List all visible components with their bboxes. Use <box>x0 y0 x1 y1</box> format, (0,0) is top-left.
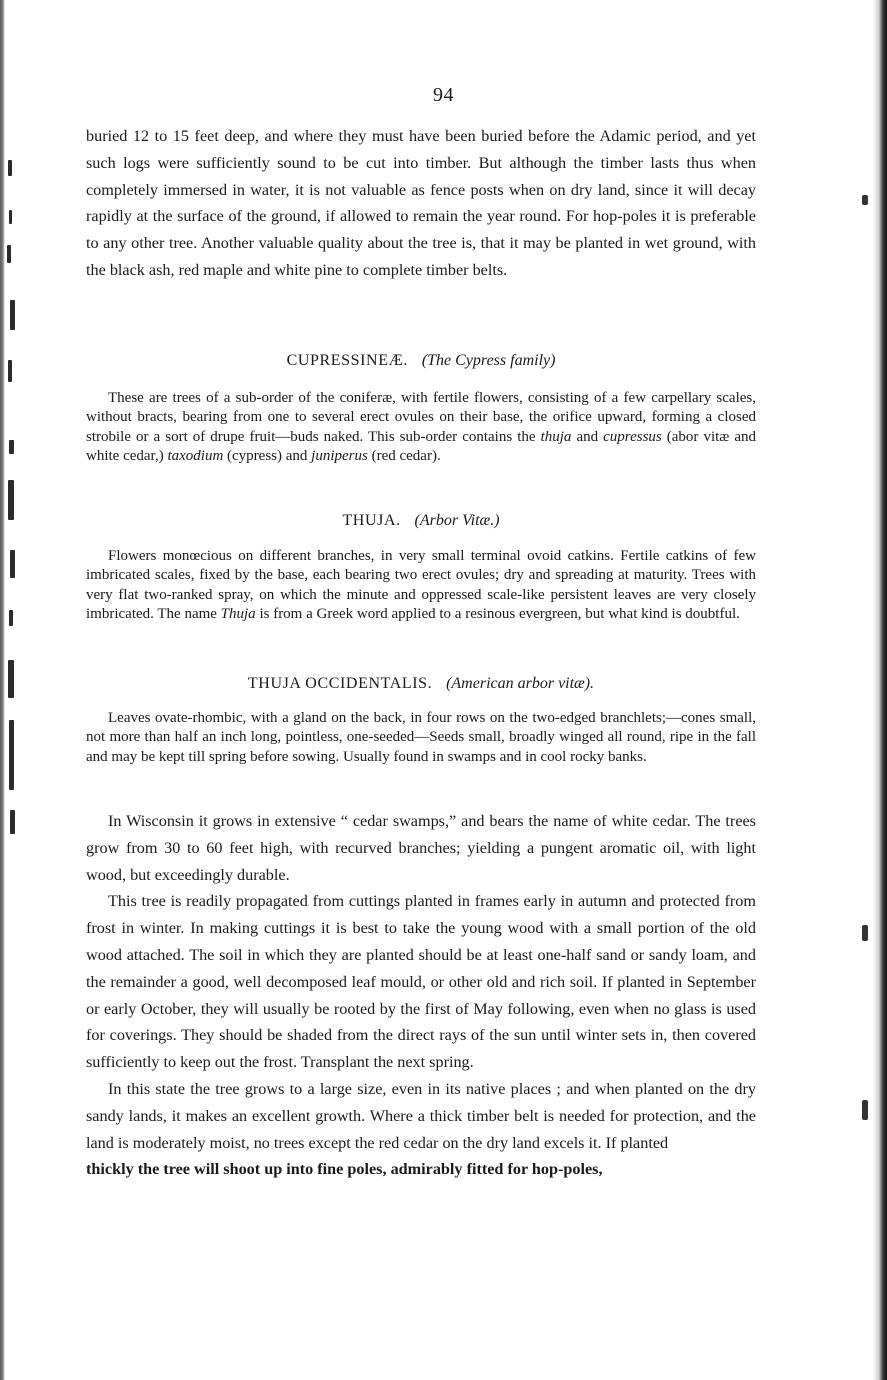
page-left-edge <box>0 0 5 1380</box>
intro-paragraph: buried 12 to 15 feet deep, and where they must have been buried before the Adamic period, and yet such logs were sufficiently sound to be cut into timber. But although the timber lasts thus when completely immersed in water, it is not valuable as fence posts when on dry land, since it will decay rapidly at the surface of the ground, if allowed to remain the year round. For hop-poles it is preferable to any other tree. Another valuable quality about the tree is, that it may be planted in wet ground, with the black ash, red maple and white pine to complete timber belts. <box>86 127 756 279</box>
heading-title: THUJA OCCIDENTALIS. <box>247 675 433 692</box>
description-block <box>86 709 756 767</box>
page-number: 94 <box>433 84 454 106</box>
bleed-mark-right <box>862 925 868 941</box>
cupressineae-paragraph: These are trees of a sub-order of the coniferæ, with fertile flowers, consisting of a few carpellary scales, without bracts, bearing from one to several erect ovules on their base, the orifice upward, forming a closed strobile or a sort of drupe fruit—buds naked. This sub-order contains the thuja and cupressus (abor vitæ and white cedar,) taxodium (cypress) and juniperus (red cedar). <box>86 390 756 465</box>
species-description: Leaves ovate-rhombic, with a gland on the back, in four rows on the two-edged branchlets;—cones small, not more than half an inch long, pointless, one-seeded—Seeds small, broadly winged all round, ripe in the fall and may be kept till spring before sowing. Usually found in swamps and in cool rocky banks. <box>86 710 756 765</box>
heading-title: THUJA. <box>342 512 401 529</box>
intro-paragraph-block <box>86 123 756 284</box>
bleed-mark-right <box>862 1100 868 1120</box>
heading-subtitle: (Arbor Vitæ.) <box>414 512 500 529</box>
cupressineae-paragraph-block <box>86 389 756 467</box>
body-paragraph: In this state the tree grows to a large size, even in its native places ; and when planted on the dry sandy lands, it makes an excellent growth. Where a thick timber belt is needed for protection, and the land is moderately moist, no trees except the red cedar on the dry land excels it. If planted <box>86 1079 756 1152</box>
thuja-paragraph: Flowers monœcious on different branches, in very small terminal ovoid catkins. Fertile catkins of few imbricated scales, fixed by the base, each bearing two erect ovules; dry and spreading at maturity. Trees with very flat two-ranked spray, on which the minute and oppressed scale-like persistent leaves are very closely imbricated. The name Thuja is from a Greek word applied to a resinous evergreen, but what kind is doubtful. <box>86 548 756 623</box>
section-heading-cupressineae <box>86 352 756 370</box>
body-last-line: thickly the tree will shoot up into fine poles, admirably fitted for hop-poles, <box>86 1160 603 1179</box>
heading-subtitle: (The Cypress family) <box>421 352 556 369</box>
heading-subtitle: (American arbor vitæ). <box>446 675 595 692</box>
bleed-through-marks <box>6 150 28 850</box>
body-paragraph: In Wisconsin it grows in extensive “ cedar swamps,” and bears the name of white cedar. The trees grow from 30 to 60 feet high, with recurved branches; yielding a pungent aromatic oil, with light wood, but exceedingly durable. <box>86 812 756 884</box>
section-heading-thuja-occidentalis <box>86 675 756 693</box>
page-right-edge <box>873 0 887 1380</box>
thuja-paragraph-block <box>86 547 756 625</box>
heading-title: CUPRESSINEÆ. <box>286 352 409 369</box>
section-heading-thuja <box>86 512 756 530</box>
body-paragraphs <box>86 808 756 1183</box>
bleed-mark-right <box>862 195 868 205</box>
body-paragraph: This tree is readily propagated from cuttings planted in frames early in autumn and protected from frost in winter. In making cuttings it is best to take the young wood with a small portion of the old wood attached. The soil in which they are planted should be at least one-half sand or sandy loam, and the remainder a good, well decomposed leaf mould, or other old and rich soil. If planted in September or early October, they will usually be rooted by the first of May following, even when no glass is used for coverings. They should be shaded from the direct rays of the sun until winter sets in, then covered sufficiently to keep out the frost. Transplant the next spring. <box>86 892 756 1072</box>
